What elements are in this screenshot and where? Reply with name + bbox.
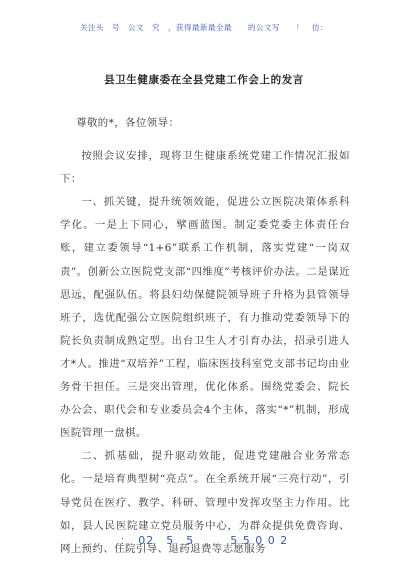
paragraph-section-1: 一、抓关键，提升统领效能，促进公立医院决策体系科学化。一是上下同心，擘画蓝图。制定委党委主体责任台账，建立委领导“1+6”联系工作机制，落实党建“一岗双责”。创新公立医院党支部“四维度”考核评价办法。二是谋近思远，配强队伍。将县妇幼保健院领导班子升格为县管领导班子，选优配强公立医院组织班子，有力推动党委领导下的院长负责制成熟定型。出台卫生人才引育办法，招录引进人才*人。推进“双培养”工程，临床医技科室党支部书记均由业务骨干担任。三是突出管理，优化体系。围绕党委会、院长办公会、职代会和专业委员会4个主体，落实“*”机制，形成医院管理一盘棋。 (60, 196, 350, 440)
paragraph-intro: 按照会议安排，现将卫生健康系统党建工作情况汇报如下： (60, 150, 350, 186)
greeting: 尊敬的*，各位领导： (76, 117, 180, 129)
document-body (60, 112, 350, 561)
top-banner: 关注头 号 公文 究 ，获得最新最全最 的公文写 ！ 仿： (80, 23, 328, 32)
document-title: 县卫生健康委在全县党建工作会上的发言 (104, 74, 304, 86)
paragraph-section-2: 二、抓基础，提升驱动效能，促进党建融合业务常态化。一是培育典型树“亮点”。在全系统开展“三亮行动”，引导党员在医疗、教学、科研、管理中发挥攻坚主力作用。比如，县人民医院建立党员服务中心，为群众提供免费咨询、网上预约、住院引导、退药退费等志愿服务 (60, 450, 350, 555)
bottom-banner: ： 02 5 5 5 5 0 0 2 (119, 534, 289, 547)
